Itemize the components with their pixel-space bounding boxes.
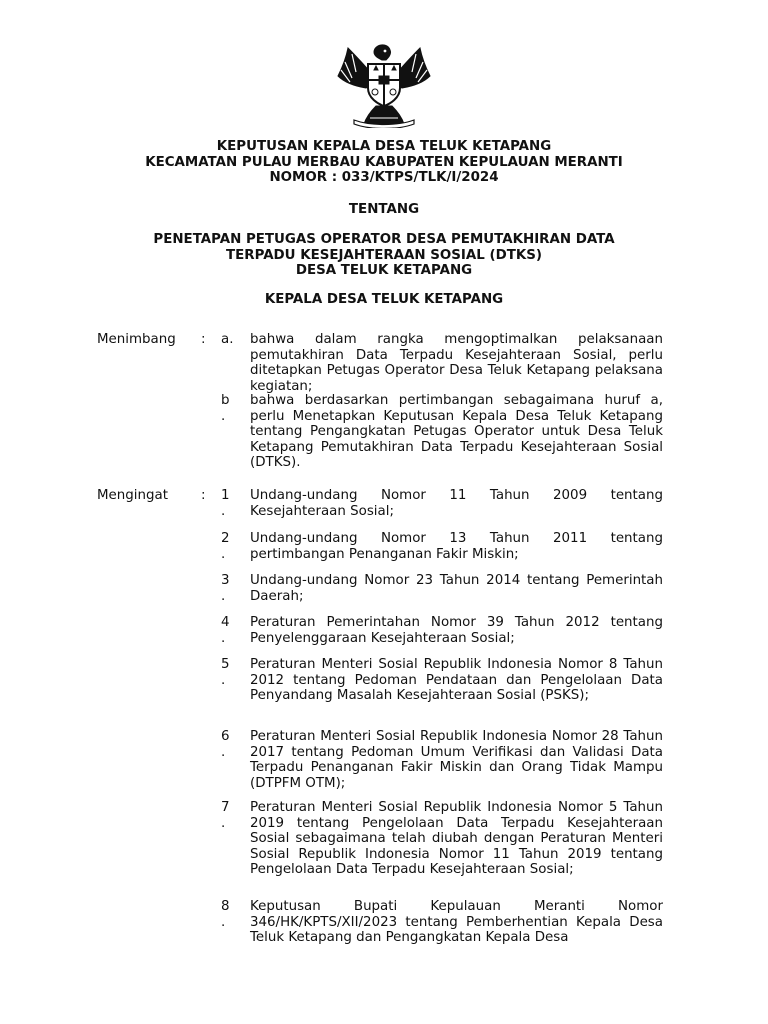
decree-title-line: KECAMATAN PULAU MERBAU KABUPATEN KEPULAUAN MERANTI — [145, 154, 623, 170]
mengingat-colon: : — [201, 488, 206, 503]
mengingat-item: Peraturan Menteri Sosial Republik Indonesia Nomor 28 Tahun 2017 tentang Pedoman Umum Verifikasi dan Validasi Data Terpadu Penanganan Fakir Miskin dan Orang Tidak Mampu (DTPFM OTM); — [250, 729, 663, 791]
decree-title-line: KEPUTUSAN KEPALA DESA TELUK KETAPANG — [216, 139, 552, 154]
subject-line: TERPADU KESEJAHTERAAN SOSIAL (DTKS) — [226, 247, 542, 263]
tentang-text: TENTANG — [348, 202, 420, 217]
menimbang-marker: b . — [221, 393, 230, 424]
menimbang-colon: : — [201, 332, 206, 347]
decree-number: NOMOR : 033/KTPS/TLK/I/2024 — [269, 170, 499, 185]
mengingat-item: Peraturan Menteri Sosial Republik Indonesia Nomor 8 Tahun 2012 tentang Pedoman Pendataan dan Pengelolaan Data Penyandang Masalah Kesejahteraan Sosial (PSKS); — [250, 657, 663, 703]
authority-heading — [0, 292, 768, 308]
menimbang-item: bahwa dalam rangka mengoptimalkan pelaksanaan pemutakhiran Data Terpadu Kesejahteraan Sosial, perlu ditetapkan Petugas Operator Desa Teluk Ketapang pelaksana kegiatan; — [250, 332, 663, 394]
authority-text: KEPALA DESA TELUK KETAPANG — [264, 292, 504, 307]
subject-line: PENETAPAN PETUGAS OPERATOR DESA PEMUTAKHIRAN DATA — [153, 232, 615, 247]
mengingat-marker: 6 . — [221, 729, 230, 760]
mengingat-item: Peraturan Menteri Sosial Republik Indonesia Nomor 5 Tahun 2019 tentang Pengelolaan Data Terpadu Kesejahteraan Sosial sebagaimana telah diubah dengan Peraturan Menteri Sosial Republik Indonesia Nomor 11 Tahun 2019 tentang Pengelolaan Data Terpadu Kesejahteraan Sosial; — [250, 800, 663, 877]
mengingat-marker: 7 . — [221, 800, 230, 831]
mengingat-marker: 4 . — [221, 615, 230, 646]
decree-title — [0, 139, 768, 186]
decree-subject — [0, 232, 768, 279]
mengingat-label: Mengingat — [97, 488, 168, 503]
mengingat-marker: 2 . — [221, 531, 230, 562]
garuda-emblem-icon — [330, 42, 438, 128]
mengingat-item: Keputusan Bupati Kepulauan Meranti Nomor 346/HK/KPTS/XII/2023 tentang Pemberhentian Kepala Desa Teluk Ketapang dan Pengangkatan Kepala Desa — [250, 899, 663, 945]
mengingat-item: Undang-undang Nomor 13 Tahun 2011 tentang pertimbangan Penanganan Fakir Miskin; — [250, 531, 663, 562]
mengingat-marker: 1 . — [221, 488, 230, 519]
menimbang-marker: a. — [221, 332, 234, 347]
mengingat-marker: 8 . — [221, 899, 230, 930]
mengingat-item: Peraturan Pemerintahan Nomor 39 Tahun 2012 tentang Penyelenggaraan Kesejahteraan Sosial; — [250, 615, 663, 646]
mengingat-marker: 3 . — [221, 573, 230, 604]
subject-line: DESA TELUK KETAPANG — [295, 263, 473, 278]
mengingat-marker: 5 . — [221, 657, 230, 688]
menimbang-item: bahwa berdasarkan pertimbangan sebagaimana huruf a, perlu Menetapkan Keputusan Kepala Desa Teluk Ketapang tentang Pengangkatan Petugas Operator untuk Desa Teluk Ketapang Pemutakhiran Data Terpadu Kesejahteraan Sosial (DTKS). — [250, 393, 663, 470]
mengingat-item: Undang-undang Nomor 23 Tahun 2014 tentang Pemerintah Daerah; — [250, 573, 663, 604]
tentang-heading — [0, 202, 768, 218]
menimbang-label: Menimbang — [97, 332, 176, 347]
mengingat-item: Undang-undang Nomor 11 Tahun 2009 tentang Kesejahteraan Sosial; — [250, 488, 663, 519]
